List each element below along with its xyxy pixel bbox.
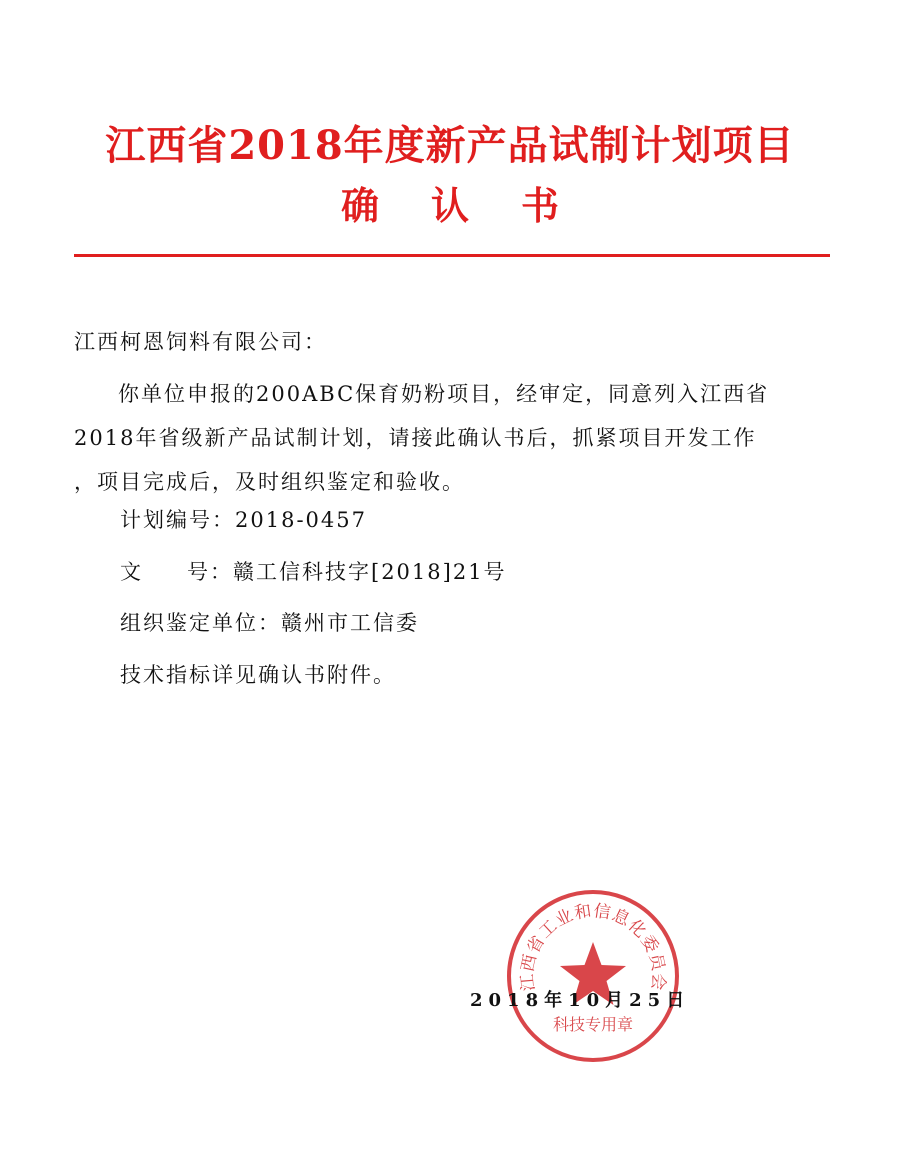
addressee: 江西柯恩饲料有限公司：	[74, 330, 327, 354]
document-title: 江西省2018年度新产品试制计划项目	[105, 122, 795, 169]
seal-arc-text: 江西省工业和信息化委员会	[517, 901, 669, 992]
tech-note: 技术指标详见确认书附件。	[120, 663, 396, 687]
seal-bottom-text: 科技专用章	[552, 1015, 634, 1034]
document-number-value: 号：赣工信科技字[2018]21号	[187, 560, 507, 584]
paragraph-line: 2018年省级新产品试制计划，请接此确认书后，抓紧项目开发工作	[74, 426, 757, 450]
paragraph-line: 你单位申报的200ABC保育奶粉项目，经审定，同意列入江西省	[118, 382, 770, 406]
red-header-rule	[74, 254, 830, 257]
document-subtitle: 确认书	[340, 183, 611, 228]
body-paragraph	[74, 372, 814, 504]
official-seal	[505, 888, 681, 1064]
plan-number: 计划编号：2018-0457	[120, 508, 367, 532]
document-number-label: 文	[120, 560, 187, 584]
organizing-unit: 组织鉴定单位：赣州市工信委	[120, 611, 419, 635]
document-number	[120, 556, 507, 586]
issue-date: 2018年10月25日	[470, 990, 691, 1011]
paragraph-line: ，项目完成后，及时组织鉴定和验收。	[74, 470, 465, 494]
